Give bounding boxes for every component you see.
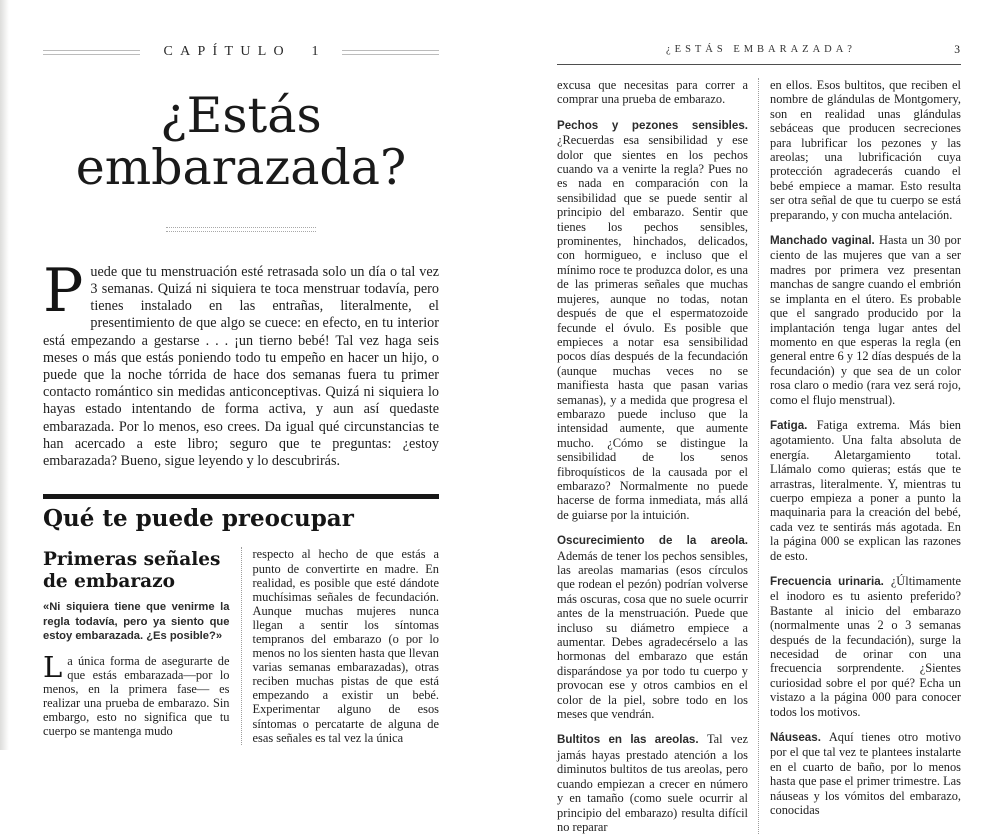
drop-cap: L: [43, 649, 63, 684]
running-header: [557, 44, 961, 61]
right-page: [557, 44, 961, 834]
section-heading: Qué te puede preocupar: [43, 505, 354, 533]
running-header-title: ¿ESTÁS EMBARAZADA?: [666, 44, 856, 55]
symptom-text: Tal vez jamás hayas prestado atención a los diminutos bultitos de tus areolas, pero cuando empiezan a crecer en número y en tamaño (como suele ocurrir al principio del embarazo) resulta difícil no reparar: [557, 732, 748, 834]
symptom-paragraph: [770, 233, 961, 407]
column-text: a única forma de asegurarte de que estás embarazada—por lo menos, en la primera fase— es realizar una prueba de embarazo. Sin embargo, esto no significa que tu cuerpo se mantenga mudo: [43, 653, 230, 739]
chapter-title: ¿Estás embarazada?: [75, 87, 407, 196]
column-body: respecto al hecho de que estás a punto de convertirte en madre. En realidad, es posible que esté dándote muchísimas señales de fecundación. Aunque muchas mujeres nunca llegan a sentir los síntomas tempranos del embarazo (o por lo menos no los sienten hasta que llevan varias semanas embarazadas), otras reciben muchas pistas de que está empezando a existir un bebé. Experimentar alguno de esos síntomas o percatarte de alguna de esas señales es tal vez la única: [252, 547, 440, 745]
dotted-divider: [166, 227, 316, 232]
symptom-lead: Pechos y pezones sensibles.: [557, 118, 748, 132]
continuation-paragraph: en ellos. Esos bultitos, que reciben el nombre de glándulas de Montgomery, son en realidad unas glándulas sebáceas que producen secreciones para lubrificar los pezones y las areolas; una lubrificación cuya protección agradecerás cuando el bebé empiece a mamar. Esto resulta ser otra señal de que tu cuerpo se está preparando, y con mucha antelación.: [770, 78, 961, 222]
symptom-lead: Oscurecimiento de la areola.: [557, 534, 748, 548]
left-column: [557, 78, 758, 834]
symptom-paragraph: [770, 418, 961, 563]
page-number: 3: [954, 44, 960, 56]
reader-quote: «Ni siquiera tiene que venirme la regla todavía, pero ya siento que estoy embarazada. ¿Es posible?»: [43, 600, 230, 643]
symptom-text: Hasta un 30 por ciento de las mujeres que van a ser madres por primera vez presentan manchas de sangre cuando el embrión se implanta en el útero. Es probable que el sangrado producido por la implantación tenga lugar antes del momento en que esperas la regla (en general entre 6 y 12 días después de la fecundación) y que sea de un color rosa claro o medio (rara vez será rojo, como el flujo menstrual).: [770, 233, 961, 407]
right-column: [242, 547, 440, 744]
symptom-text: ¿Recuerdas esa sensibilidad y ese dolor que sientes en los pechos cuando va a venirte la regla? Pues no es nada en comparación con la sensibilidad que se puede sentir al principio del embarazo. Sentir que tienes los pechos sensibles, prominentes, hinchados, delicados, con hormigueo, e incluso que el mínimo roce te produzca dolor, es una de las primeras señales que muchas mujeres, aunque no todas, notan después de que el espermatozoide fecunde el óvulo. Es posible que empieces a notar esa sensibilidad pocos días después de la fecundación (aunque muchas veces no se manifiesta hasta que pasan varias semanas), y a medida que progresa el embarazo puede incluso que la intensidad aumente, que aumente mucho. ¿Cómo se distingue la sensibilidad de los senos fibroquísticos de la causada por el embarazo? Normalmente no puede hacerse de forma inmediata, más allá de guiarse por la intuición.: [557, 133, 748, 522]
column-body: [43, 649, 230, 739]
left-column: [43, 547, 241, 744]
intro-text: uede que tu menstruación esté retrasada solo un día o tal vez 3 semanas. Quizá ni siquiera te toca menstruar todavía, pero tienes instalado en las entrañas, literalmente, el presentimiento de que algo se cuece: en efecto, en tu interior está empezando a gestarse . . . ¡un tierno bebé! Tal vez haga seis meses o más que estás poniendo todo tu empeño en hacer un hijo, o puede que la noche tórrida de hace dos semanas fuera tu primer contacto romántico sin medidas anticonceptivas. Quizá ni siquiera lo hayas estado intentando de forma activa, y aun así quedaste embarazada. Por lo menos, eso crees. Da igual qué circunstancias te han acercado a este libro; seguro que te preguntas: ¿estoy embarazada? Bueno, sigue leyendo y lo descubrirás.: [43, 263, 439, 469]
left-page: [43, 44, 439, 745]
intro-paragraph: [43, 255, 439, 470]
symptom-text: Fatiga extrema. Más bien agotamiento. Una falta absoluta de energía. Aletargamiento total. Llámalo como quieras; estás que te arrastras, literalmente. Y, mientras tu cuerpo empieza a poner a punto la maquinaria para la creación del bebé, cada vez te sentirás más agotada. En la página 000 se explican las razones de esto.: [770, 417, 961, 563]
chapter-rule-right: [342, 50, 439, 55]
symptom-paragraph: [770, 574, 961, 719]
symptom-paragraph: [770, 730, 961, 817]
symptom-paragraph: [557, 118, 748, 522]
symptom-text: Aquí tienes otro motivo por el que tal vez te plantees instalarte en el cuarto de baño, por lo menos hasta que pase el primer trimestre. Las náuseas y los vómitos del embarazo, conocidas: [770, 730, 961, 818]
chapter-label: CAPÍTULO 1: [163, 44, 326, 59]
symptom-lead: Fatiga.: [770, 418, 808, 432]
continuation-paragraph: excusa que necesitas para correr a comprar una prueba de embarazo.: [557, 78, 748, 107]
right-column: [759, 78, 961, 834]
symptom-paragraph: [557, 533, 748, 721]
header-rule: [557, 64, 961, 65]
symptom-text: Además de tener los pechos sensibles, las areolas mamarias (esos círculos que rodean el pezón) podrían volverse más oscuras, cosa que no suele ocurrir antes de la menstruación. Puede que incluso su diámetro empiece a aumentar. Debes agradecérselo a las hormonas del embarazo que están disparándose ya por todo tu cuerpo y provocan ese y otros cambios en el color de la piel, sobre todo en los meses que vendrán.: [557, 548, 748, 722]
symptom-text: ¿Últimamente el inodoro es tu asiento preferido? Bastante al inicio del embarazo (normalmente unas 2 o 3 semanas después de la fecundación), surge la necesidad de orinar con una frecuencia sorprendente. ¿Sientes curiosidad sobre el por qué? Echa un vistazo a la página 000 para conocer todos los motivos.: [770, 574, 961, 719]
left-page-columns: [43, 547, 439, 744]
right-page-columns: [557, 78, 961, 834]
page-edge-shading: [0, 0, 9, 750]
symptom-lead: Manchado vaginal.: [770, 234, 875, 248]
section-block: [43, 494, 439, 531]
symptom-lead: Bultitos en las areolas.: [557, 733, 699, 747]
symptom-lead: Náuseas.: [770, 731, 821, 745]
symptom-paragraph: [557, 732, 748, 834]
subsection-heading: Primeras señales de embarazo: [43, 549, 221, 592]
drop-cap: P: [43, 255, 84, 326]
section-rule: [43, 494, 439, 499]
chapter-rule-left: [43, 50, 140, 55]
symptom-lead: Frecuencia urinaria.: [770, 575, 884, 588]
chapter-band: [43, 44, 439, 60]
